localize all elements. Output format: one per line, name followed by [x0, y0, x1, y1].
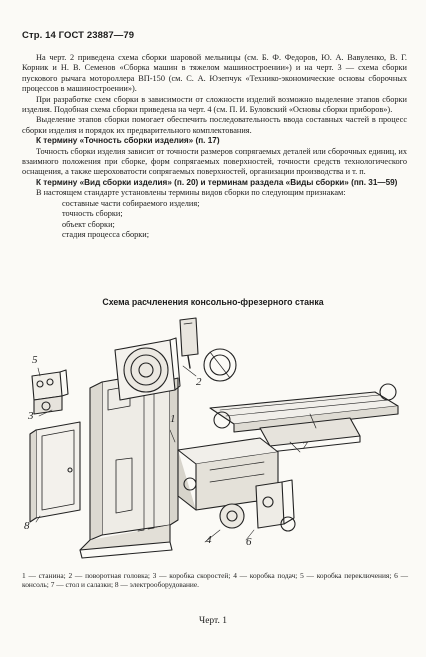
list-item: составные части собираемого изделия; — [62, 198, 200, 208]
paragraph-3: Выделение этапов сборки помогает обеспечить последовательность ввода составных частей в процесс сборки изделия и порядок их предварительного комплектования. — [22, 115, 407, 135]
figure-title: Схема расчленения консольно-фрезерного станка — [102, 297, 324, 307]
figure-number-7: 7 — [302, 440, 308, 452]
heading-assembly-kind: К термину «Вид сборки изделия» (п. 20) и терминам раздела «Виды сборки» (пп. 31—59) — [36, 177, 398, 187]
figure-number-8: 8 — [24, 520, 30, 532]
body-text — [22, 53, 407, 240]
figure-number-2: 2 — [196, 376, 202, 388]
paragraph-2: При разработке схем сборки в зависимости от сложности изделий возможно выделение этапов сборки изделия. Подобная схема сборки приведена на черт. 4 (см. П. И. Буловский «Основы сборки приборов»). — [22, 94, 407, 115]
figure-caption: Черт. 1 — [199, 616, 227, 626]
machine-figure — [20, 310, 412, 562]
list-item: точность сборки; — [62, 209, 123, 219]
heading-accuracy: К термину «Точность сборки изделия» (п. 17) — [36, 136, 220, 146]
milling-machine-drawing — [20, 310, 412, 562]
console-part — [178, 438, 295, 531]
figure-number-5: 5 — [32, 354, 38, 366]
list-item: объект сборки; — [62, 219, 115, 229]
figure-number-3: 3 — [28, 410, 34, 422]
paragraph-5: В настоящем стандарте установлены термины видов сборки по следующим признакам: — [36, 188, 346, 198]
figure-number-4: 4 — [206, 534, 212, 546]
paragraph-4: Точность сборки изделия зависит от точности размеров сопрягаемых деталей или сборочных единиц, их взаимного положения при сборке, форм сопрягаемых поверхностей, точности средств технологического оснащения, а также шероховатости сопрягаемых поверхностей, организации производства и т. п. — [22, 146, 407, 177]
gearbox-part — [32, 370, 68, 414]
figure-legend: 1 — станина; 2 — поворотная головка; 3 — коробка скоростей; 4 — коробка подач; 5 — коробка переключения; 6 — консоль; 7 — стол и салазки; 8 — электрооборудование. — [22, 571, 408, 590]
figure-number-1: 1 — [170, 413, 176, 425]
paragraph-1: На черт. 2 приведена схема сборки шаровой мельницы (см. Б. Ф. Федоров, Ю. А. Вавуленко, В. Г. Корник и Н. В. Семенов «Сборка машин в тяжелом машиностроении») и на черт. 3 — схема сборки пускового рычага мотороллера ВП-150 (см. С. А. Юзепчук «Технико-экономические основы сборочных процессов в машиностроении»). — [22, 53, 407, 94]
list-item: стадия процесса сборки; — [62, 229, 150, 239]
electrical-cabinet-part — [30, 422, 80, 522]
figure-number-6: 6 — [246, 536, 252, 548]
page-header: Стр. 14 ГОСТ 23887—79 — [22, 30, 135, 41]
